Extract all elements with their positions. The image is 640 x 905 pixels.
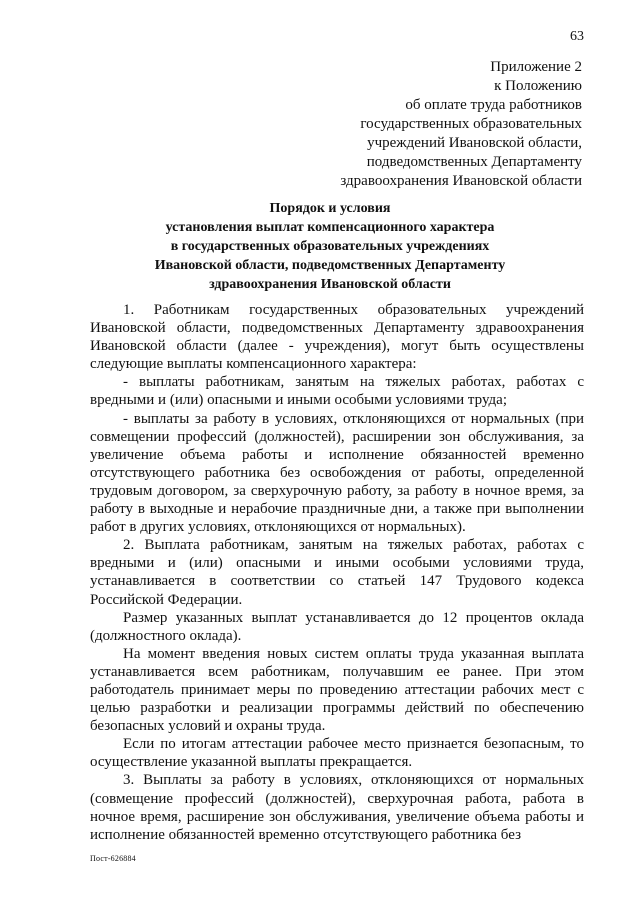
appendix-line: государственных образовательных [360, 116, 582, 132]
title-line: здравоохранения Ивановской области [209, 277, 451, 292]
document-body [90, 301, 584, 844]
appendix-line: подведомственных Департаменту [366, 154, 582, 170]
paragraph-attestation: Если по итогам аттестации рабочее место признается безопасным, то осуществление указанной выплаты прекращается. [90, 736, 584, 771]
appendix-line: об оплате труда работников [405, 97, 582, 113]
paragraph-1: 1. Работникам государственных образовательных учреждений Ивановской области, подведомственных Департаменту здравоохранения Ивановской области (далее - учреждения), могут быть осуществлены следующие выплаты компенсационного характера: [90, 302, 584, 373]
title-line: в государственных образовательных учреждениях [170, 239, 490, 254]
document-code: Пост-626884 [90, 854, 136, 863]
appendix-line: к Положению [494, 78, 582, 94]
appendix-line: Приложение 2 [490, 59, 582, 75]
list-item-abnormal-conditions: - выплаты за работу в условиях, отклоняющихся от нормальных (при совмещении профессий (должностей), расширении зон обслуживания, за увеличение объема работы и исполнение обязанностей временно отсутствующего работника без освобождения от работы, определенной трудовым договором, за сверхурочную работу, за работу в ночное время, за работу в выходные и нерабочие праздничные дни, а также при выполнении работ в других условиях, отклоняющихся от нормальных). [90, 410, 584, 536]
paragraph-payment-size: Размер указанных выплат устанавливается до 12 процентов оклада (должностного оклада). [90, 609, 584, 644]
paragraph-2: 2. Выплата работникам, занятым на тяжелых работах, работах с вредными и (или) опасными и иными особыми условиями труда, устанавливается в соответствии со статьей 147 Трудового кодекса Российской Федерации. [90, 537, 584, 608]
title-line: Порядок и условия [269, 201, 391, 216]
appendix-line: учреждений Ивановской области, [367, 135, 582, 151]
list-item-harmful-conditions: - выплаты работникам, занятым на тяжелых работах, работах с вредными и (или) опасными и иными особыми условиями труда; [90, 374, 584, 409]
title-line: Ивановской области, подведомственных Департаменту [154, 258, 506, 273]
paragraph-3: 3. Выплаты за работу в условиях, отклоняющихся от нормальных (совмещение профессий (должностей), сверхурочная работа, работа в ночное время, расширение зон обслуживания, увеличение объема работы и исполнение обязанностей временно отсутствующего работника без [90, 772, 584, 843]
page-number: 63 [570, 29, 584, 44]
appendix-header [262, 58, 582, 191]
paragraph-new-system: На момент введения новых систем оплаты труда указанная выплата устанавливается всем работникам, получавшим ее ранее. При этом работодатель принимает меры по проведению аттестации рабочих мест с целью разработки и реализации программы действий по обеспечению безопасных условий и охраны труда. [90, 645, 584, 735]
document-title [100, 199, 560, 294]
title-line: установления выплат компенсационного характера [165, 220, 495, 235]
appendix-line: здравоохранения Ивановской области [340, 173, 582, 189]
